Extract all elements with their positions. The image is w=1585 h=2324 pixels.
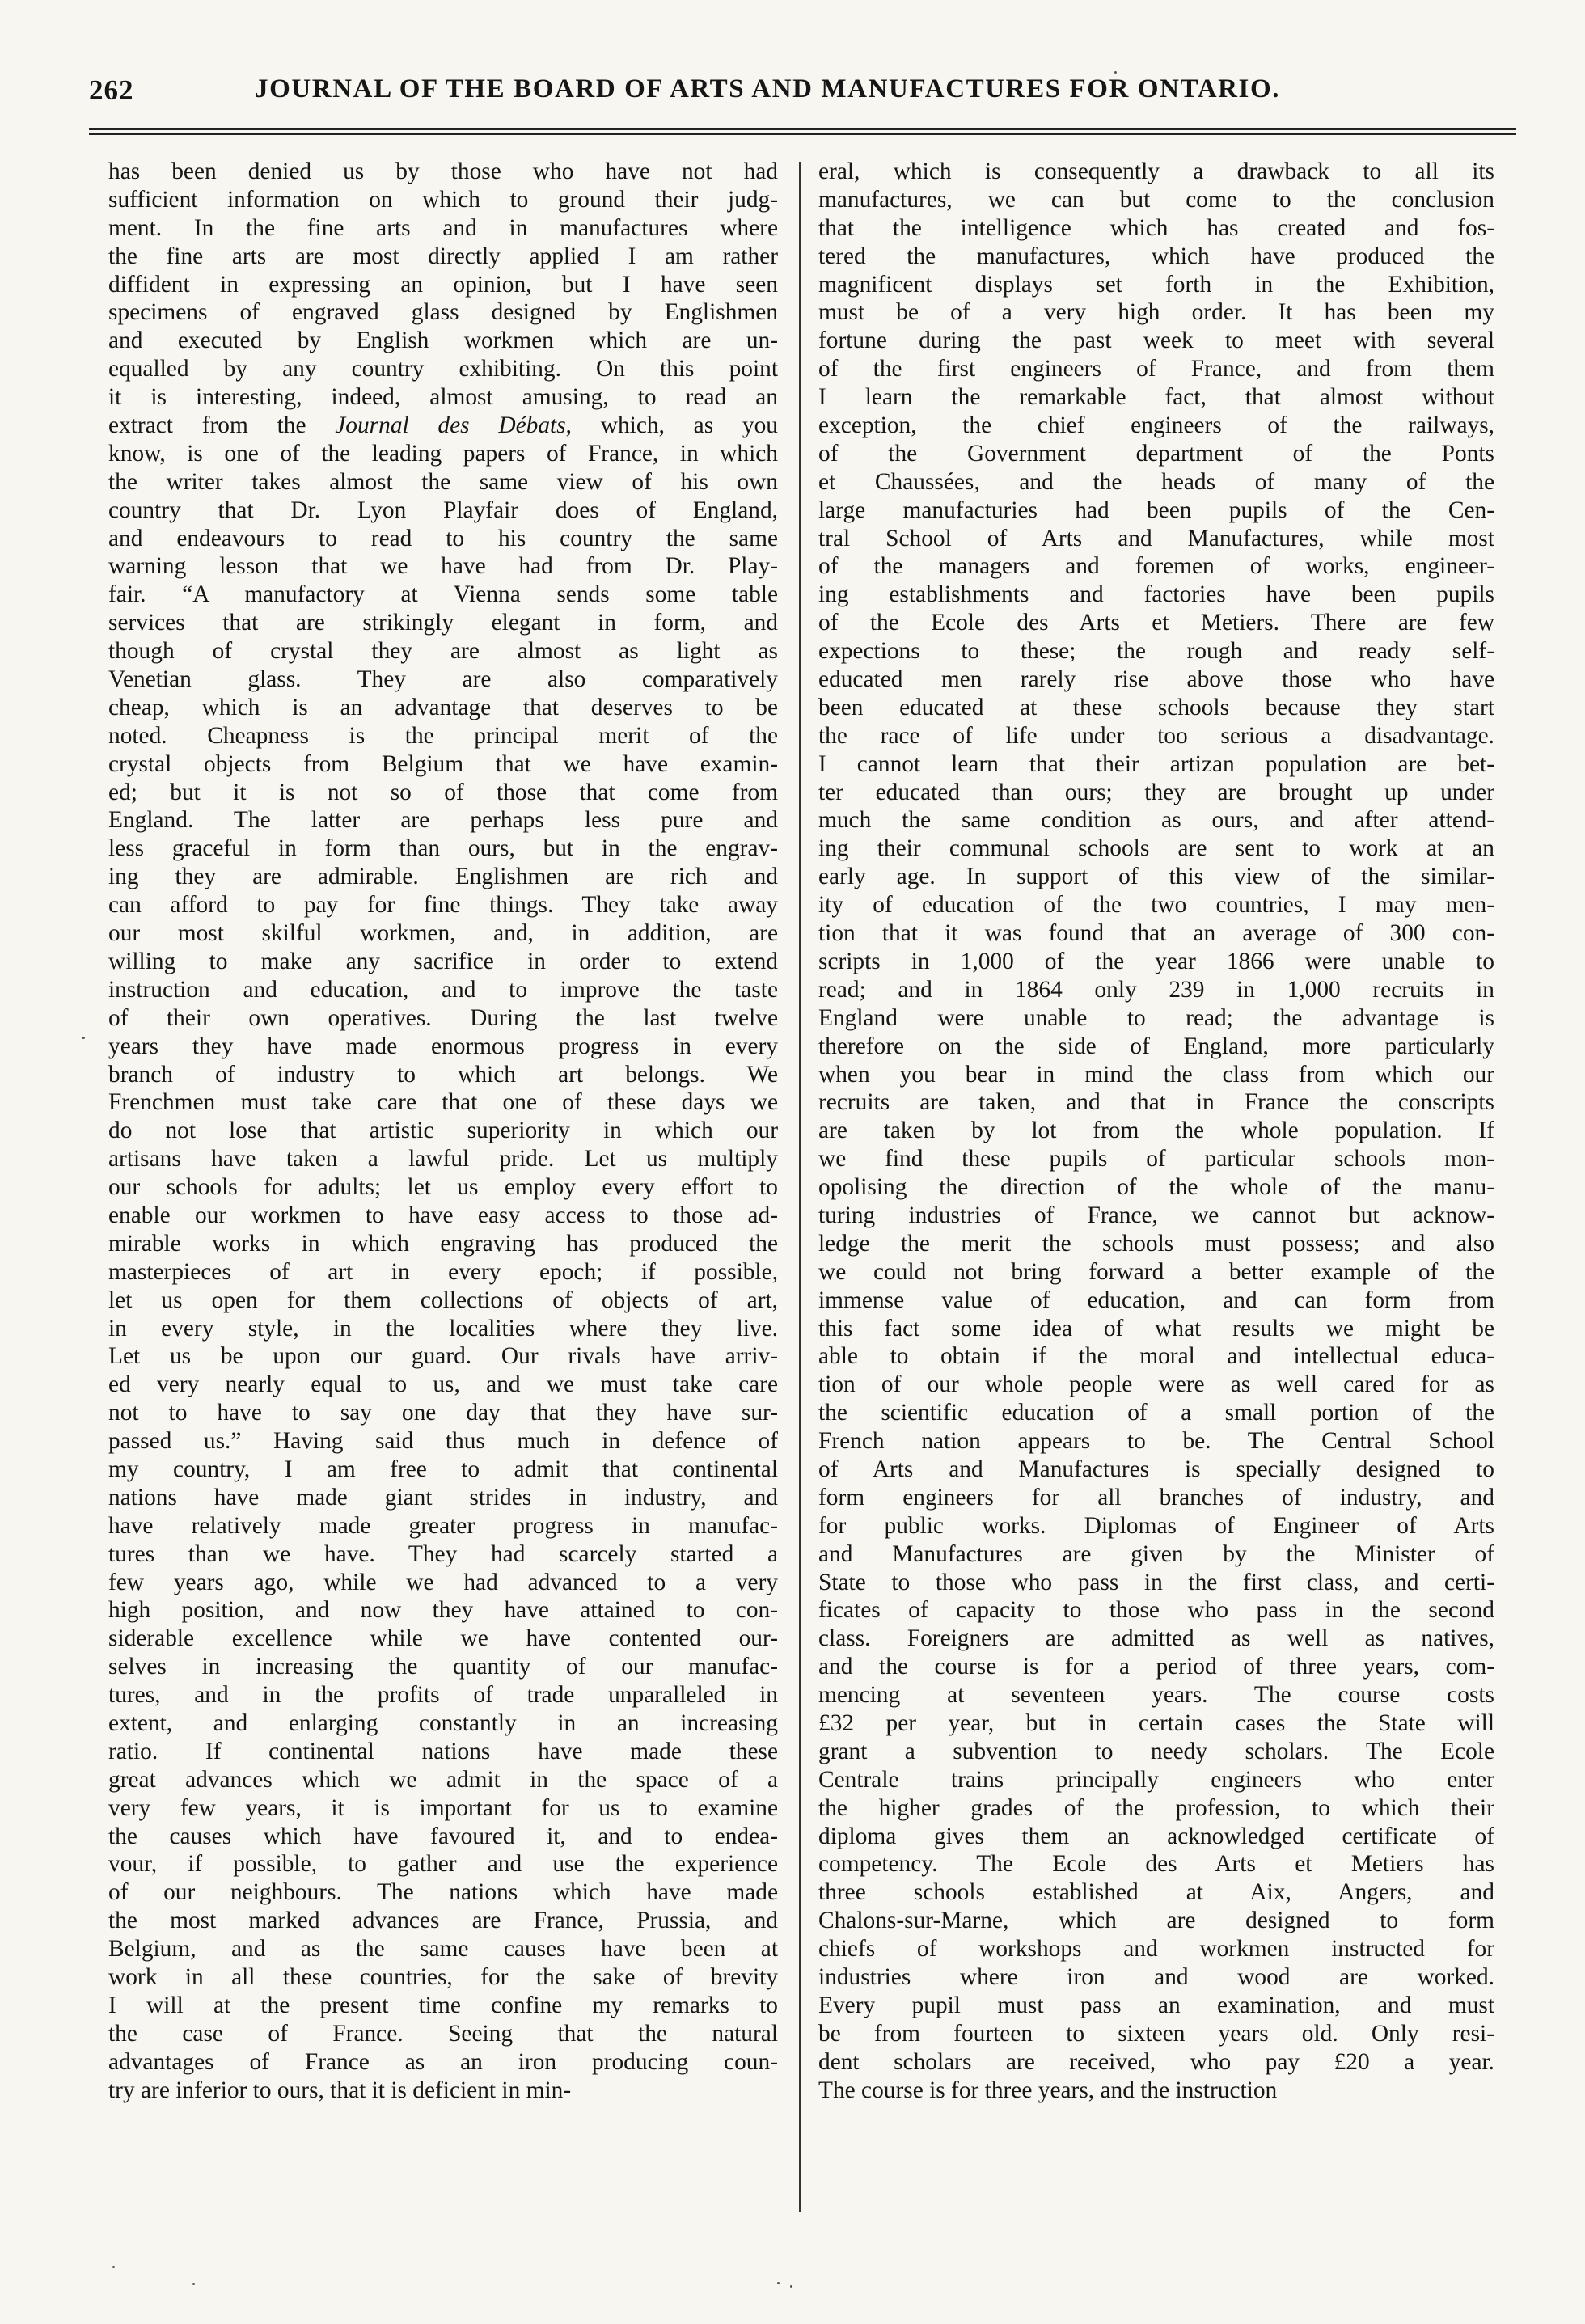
text-line: branch of industry to which art belongs. We — [108, 1061, 778, 1088]
text-line: mencing at seventeen years. The course costs — [818, 1682, 1494, 1709]
text-line: tion that it was found that an average of 300 con- — [818, 920, 1494, 947]
text-line: can afford to pay for fine things. They take away — [108, 892, 778, 919]
text-line: warning lesson that we have had from Dr. Play- — [108, 553, 778, 580]
text-line: et Chaussées, and the heads of many of the — [818, 468, 1494, 495]
text-line: and the course is for a period of three years, com- — [818, 1654, 1494, 1680]
text-line: Centrale trains principally engineers who enter — [818, 1766, 1494, 1793]
text-line: less graceful in form than ours, but in the engrav- — [108, 835, 778, 862]
text-line: chiefs of workshops and workmen instructed for — [818, 1936, 1494, 1963]
text-line: recruits are taken, and that in France the conscripts — [818, 1089, 1494, 1116]
text-line: tral School of Arts and Manufactures, while most — [818, 525, 1494, 551]
text-line: Venetian glass. They are also comparatively — [108, 666, 778, 693]
text-line: three schools established at Aix, Angers, and — [818, 1879, 1494, 1906]
text-line: passed us.” Having said thus much in defence of — [108, 1428, 778, 1455]
text-line: Let us be upon our guard. Our rivals have arriv- — [108, 1343, 778, 1370]
text-line: cheap, which is an advantage that deserves to be — [108, 694, 778, 720]
text-line: expections to these; the rough and ready self- — [818, 638, 1494, 665]
text-line: selves in increasing the quantity of our manufac- — [108, 1654, 778, 1680]
text-line: read; and in 1864 only 239 in 1,000 recruits in — [818, 976, 1494, 1003]
text-line: specimens of engraved glass designed by Englishmen — [108, 299, 778, 326]
text-line: turing industries of France, we cannot but acknow- — [818, 1202, 1494, 1228]
text-line: State to those who pass in the first class, and certi- — [818, 1569, 1494, 1595]
text-line: of the first engineers of France, and from them — [818, 356, 1494, 382]
text-line: our schools for adults; let us employ every effort to — [108, 1174, 778, 1201]
text-line: high position, and now they have attained to con- — [108, 1597, 778, 1624]
text-line: ing their communal schools are sent to work at an — [818, 835, 1494, 862]
text-line: noted. Cheapness is the principal merit of the — [108, 722, 778, 749]
text-line: ratio. If continental nations have made these — [108, 1738, 778, 1764]
text-line: the most marked advances are France, Prussia, and — [108, 1908, 778, 1934]
text-column-left — [108, 158, 778, 2104]
text-line: masterpieces of art in every epoch; if possible, — [108, 1258, 778, 1285]
text-line: try are inferior to ours, that it is deficient in min- — [108, 2077, 572, 2103]
text-line: the fine arts are most directly applied I am rather — [108, 243, 778, 269]
text-line: exception, the chief engineers of the railways, — [818, 412, 1494, 439]
text-line: therefore on the side of England, more particularly — [818, 1033, 1494, 1059]
text-line: we find these pupils of particular schools mon- — [818, 1146, 1494, 1173]
text-line: do not lose that artistic superiority in which our — [108, 1118, 778, 1144]
text-line: nations have made giant strides in industry, and — [108, 1484, 778, 1511]
text-line: ficates of capacity to those who pass in the second — [818, 1597, 1494, 1624]
text-line: Every pupil must pass an examination, and must — [818, 1992, 1494, 2018]
text-line: been educated at these schools because they start — [818, 694, 1494, 720]
text-line: of the Government department of the Ponts — [818, 440, 1494, 467]
text-line: diploma gives them an acknowledged certificate of — [818, 1823, 1494, 1849]
text-line: country that Dr. Lyon Playfair does of England, — [108, 496, 778, 523]
text-line: Frenchmen must take care that one of these days we — [108, 1089, 778, 1116]
text-line: England. The latter are perhaps less pure and — [108, 807, 778, 834]
text-line: much the same condition as ours, and after attend- — [818, 807, 1494, 834]
text-line: advantages of France as an iron producing coun- — [108, 2048, 778, 2075]
text-line: my country, I am free to admit that continental — [108, 1456, 778, 1482]
text-line: industries where iron and wood are worked. — [818, 1964, 1494, 1990]
text-line: I will at the present time confine my remarks to — [108, 1992, 778, 2018]
text-line: tered the manufactures, which have produced the — [818, 243, 1494, 269]
text-line: of our neighbours. The nations which have made — [108, 1879, 778, 1906]
text-line: eral, which is consequently a drawback to all its — [818, 158, 1494, 184]
header-rule-top — [89, 128, 1516, 130]
text-line: let us open for them collections of objects of art, — [108, 1287, 778, 1313]
text-line: has been denied us by those who have not had — [108, 158, 778, 184]
text-line: extract from the Journal des Débats, which, as you — [108, 412, 778, 439]
text-line: magnificent displays set forth in the Exhibition, — [818, 271, 1494, 298]
text-line: tures, and in the profits of trade unparalleled in — [108, 1682, 778, 1709]
text-line: educated men rarely rise above those who have — [818, 666, 1494, 693]
running-title: JOURNAL OF THE BOARD OF ARTS AND MANUFACTURES FOR ONTARIO. — [255, 74, 1281, 104]
text-line: of the managers and foremen of works, engineer- — [818, 553, 1494, 580]
text-line: fair. “A manufactory at Vienna sends some table — [108, 581, 778, 608]
page-header — [89, 74, 1516, 123]
text-line: tures than we have. They had scarcely started a — [108, 1540, 778, 1567]
print-speck — [1114, 71, 1117, 74]
text-line: must be of a very high order. It has been my — [818, 299, 1494, 326]
text-line: French nation appears to be. The Central School — [818, 1428, 1494, 1455]
text-line: of Arts and Manufactures is specially designed to — [818, 1456, 1494, 1482]
text-line: know, is one of the leading papers of France, in which — [108, 440, 778, 467]
text-line: diffident in expressing an opinion, but I have seen — [108, 271, 778, 298]
text-line: sufficient information on which to ground their judg- — [108, 186, 778, 213]
text-line: Belgium, and as the same causes have been at — [108, 1936, 778, 1963]
text-line: ledge the merit the schools must possess; and also — [818, 1230, 1494, 1257]
text-line: England were unable to read; the advantage is — [818, 1004, 1494, 1031]
text-line: class. Foreigners are admitted as well as natives, — [818, 1625, 1494, 1652]
text-line: our most skilful workmen, and, in addition, are — [108, 920, 778, 947]
text-line: opolising the direction of the whole of the manu- — [818, 1174, 1494, 1201]
text-line: equalled by any country exhibiting. On this point — [108, 356, 778, 382]
text-line: willing to make any sacrifice in order to extend — [108, 948, 778, 974]
text-line: enable our workmen to have easy access to those ad- — [108, 1202, 778, 1228]
text-line: grant a subvention to needy scholars. The Ecole — [818, 1738, 1494, 1764]
print-speck — [82, 1037, 85, 1039]
text-line: £32 per year, but in certain cases the State will — [818, 1709, 1494, 1736]
text-line: immense value of education, and can form from — [818, 1287, 1494, 1313]
text-line: the higher grades of the profession, to which their — [818, 1794, 1494, 1821]
print-speck — [777, 2282, 780, 2284]
text-line: I learn the remarkable fact, that almost without — [818, 384, 1494, 411]
text-line: and executed by English workmen which are un- — [108, 327, 778, 354]
print-speck — [192, 2283, 195, 2285]
text-line: are taken by lot from the whole population. If — [818, 1118, 1494, 1144]
text-line: of the Ecole des Arts et Metiers. There are few — [818, 610, 1494, 636]
text-line: manufactures, we can but come to the conclusion — [818, 186, 1494, 213]
text-line: tion of our whole people were as well cared for as — [818, 1371, 1494, 1398]
text-line: form engineers for all branches of industry, and — [818, 1484, 1494, 1511]
print-speck — [790, 2285, 792, 2288]
text-line: ter educated than ours; they are brought up under — [818, 779, 1494, 805]
text-line: early age. In support of this view of the similar- — [818, 864, 1494, 890]
text-line: ment. In the fine arts and in manufactures where — [108, 214, 778, 241]
text-line: and endeavours to read to his country the same — [108, 525, 778, 551]
text-line: the race of life under too serious a disadvantage. — [818, 722, 1494, 749]
print-speck — [112, 2266, 115, 2268]
text-line: it is interesting, indeed, almost amusing, to read an — [108, 384, 778, 411]
text-line: have relatively made greater progress in manufac- — [108, 1512, 778, 1539]
publication-title: Journal des Débats — [335, 412, 566, 439]
text-line: Chalons-sur-Marne, which are designed to form — [818, 1908, 1494, 1934]
text-line: services that are strikingly elegant in form, and — [108, 610, 778, 636]
text-line: vour, if possible, to gather and use the experience — [108, 1851, 778, 1878]
text-line: few years ago, while we had advanced to a very — [108, 1569, 778, 1595]
text-line: very few years, it is important for us to examine — [108, 1794, 778, 1821]
text-line: large manufacturies had been pupils of the Cen- — [818, 496, 1494, 523]
text-line: though of crystal they are almost as light as — [108, 638, 778, 665]
text-line: instruction and education, and to improve the taste — [108, 976, 778, 1003]
text-line: crystal objects from Belgium that we have examin- — [108, 750, 778, 777]
text-line: this fact some idea of what results we might be — [818, 1315, 1494, 1342]
text-line: able to obtain if the moral and intellectual educa- — [818, 1343, 1494, 1370]
text-line: extent, and enlarging constantly in an increasing — [108, 1709, 778, 1736]
text-line: years they have made enormous progress in every — [108, 1033, 778, 1059]
text-line: of their own operatives. During the last twelve — [108, 1004, 778, 1031]
header-rule-bottom — [89, 133, 1516, 135]
column-divider — [799, 162, 801, 2212]
text-line: and Manufactures are given by the Minister of — [818, 1540, 1494, 1567]
text-line: ing they are admirable. Englishmen are rich and — [108, 864, 778, 890]
text-line: for public works. Diplomas of Engineer of Arts — [818, 1512, 1494, 1539]
text-line: work in all these countries, for the sake of brevity — [108, 1964, 778, 1990]
text-line: siderable excellence while we have contented our- — [108, 1625, 778, 1652]
text-line: in every style, in the localities where they live. — [108, 1315, 778, 1342]
text-line: the scientific education of a small portion of the — [818, 1400, 1494, 1426]
text-line: artisans have taken a lawful pride. Let us multiply — [108, 1146, 778, 1173]
text-line: ed; but it is not so of those that come from — [108, 779, 778, 805]
text-line: fortune during the past week to meet with several — [818, 327, 1494, 354]
text-line: The course is for three years, and the instruction — [818, 2077, 1278, 2103]
text-line: great advances which we admit in the space of a — [108, 1766, 778, 1793]
text-line: when you bear in mind the class from which our — [818, 1061, 1494, 1088]
text-line: ed very nearly equal to us, and we must take care — [108, 1371, 778, 1398]
text-line: ing establishments and factories have been pupils — [818, 581, 1494, 608]
text-line: dent scholars are received, who pay £20 a year. — [818, 2048, 1494, 2075]
text-line: ity of education of the two countries, I may men- — [818, 892, 1494, 919]
text-column-right — [818, 158, 1494, 2104]
text-line: mirable works in which engraving has produced the — [108, 1230, 778, 1257]
text-line: scripts in 1,000 of the year 1866 were unable to — [818, 948, 1494, 974]
text-line: the causes which have favoured it, and to endea- — [108, 1823, 778, 1849]
text-line: not to have to say one day that they have sur- — [108, 1400, 778, 1426]
text-line: that the intelligence which has created and fos- — [818, 214, 1494, 241]
text-line: we could not bring forward a better example of the — [818, 1258, 1494, 1285]
page-number: 262 — [89, 74, 134, 106]
text-line: the writer takes almost the same view of his own — [108, 468, 778, 495]
text-line: the case of France. Seeing that the natural — [108, 2020, 778, 2047]
text-line: competency. The Ecole des Arts et Metiers has — [818, 1851, 1494, 1878]
text-line: be from fourteen to sixteen years old. Only resi- — [818, 2020, 1494, 2047]
text-line: I cannot learn that their artizan population are bet- — [818, 750, 1494, 777]
